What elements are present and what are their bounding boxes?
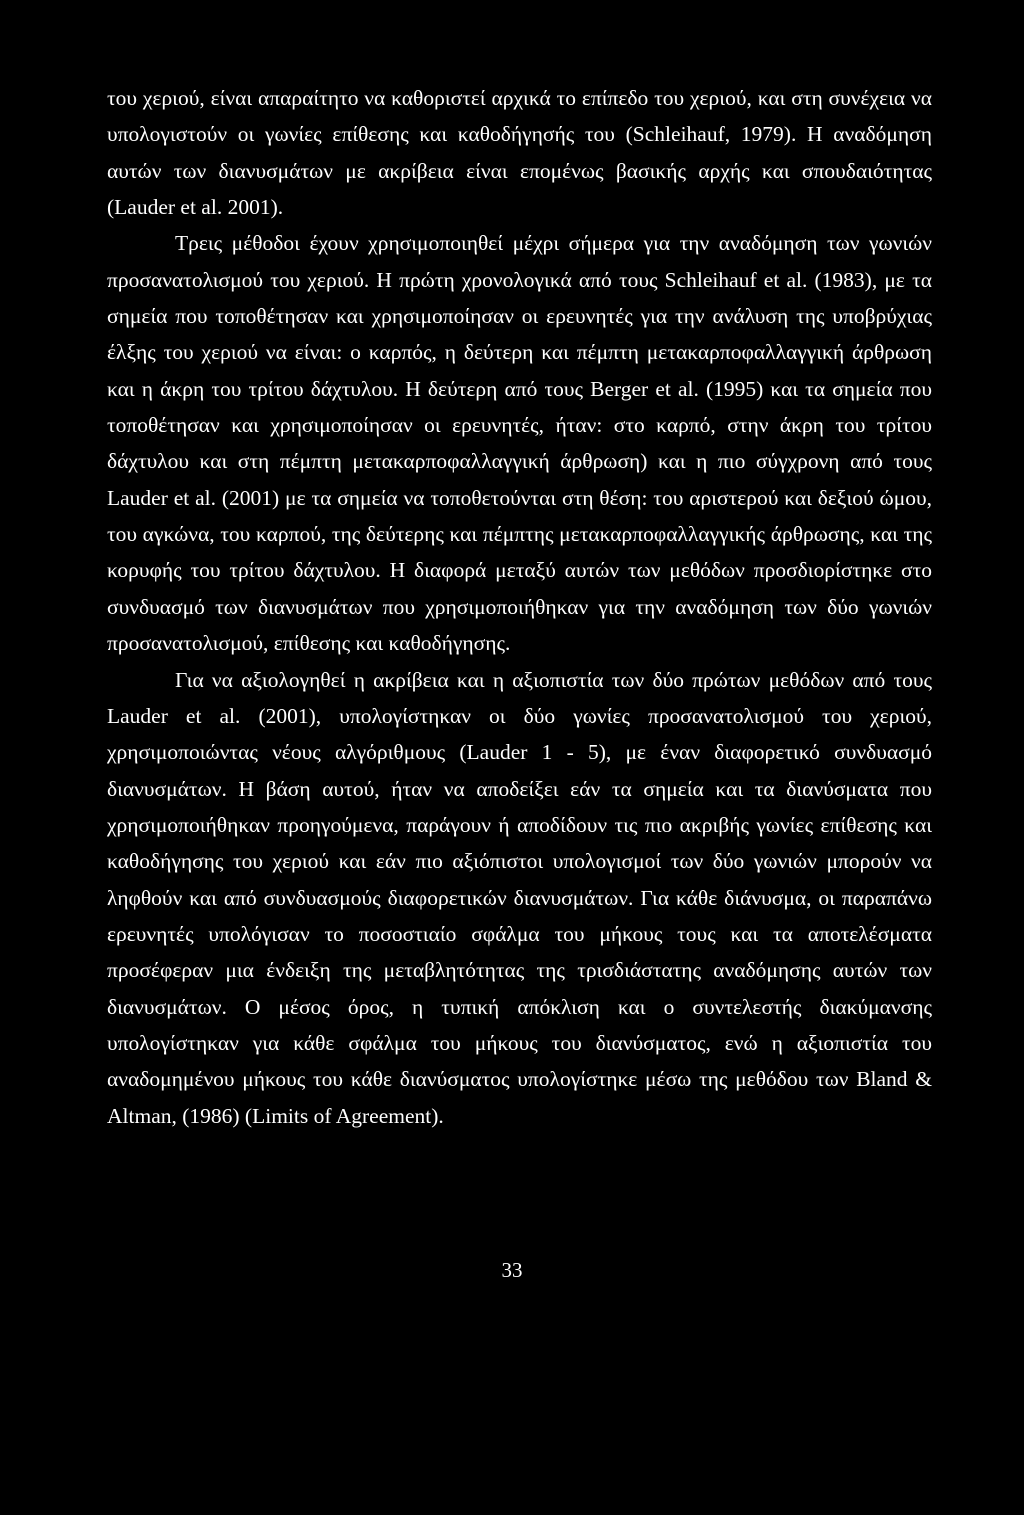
paragraph-methods: Τρεις μέθοδοι έχουν χρησιμοποιηθεί μέχρι σήμερα για την αναδόμηση των γωνιών προσανατολισμού του χεριού. Η πρώτη χρονολογικά από τους Schleihauf et al. (1983), με τα σημεία που τοποθέτησαν και χρησιμοποίησαν οι ερευνητές για την ανάλυση της υποβρύχιας έλξης του χεριού να είναι: ο καρπός, η δεύτερη και πέμπτη μετακαρποφαλλαγγική άρθρωση και η άκρη του τρίτου δάχτυλου. Η δεύτερη από τους Berger et al. (1995) και τα σημεία που τοποθέτησαν και χρησιμοποίησαν οι ερευνητές, ήταν: στο καρπό, στην άκρη του τρίτου δάχτυλου και στη πέμπτη μετακαρποφαλλαγγική άρθρωση) και η πιο σύγχρονη από τους Lauder et al. (2001) με τα σημεία να τοποθετούνται στη θέση: του αριστερού και δεξιού ώμου, του αγκώνα, του καρπού, της δεύτερης και πέμπτης μετακαρποφαλλαγγικής άρθρωσης, και της κορυφής του τρίτου δάχτυλου. Η διαφορά μεταξύ αυτών των μεθόδων προσδιορίστηκε στο συνδυασμό των διανυσμάτων που χρησιμοποιήθηκαν για την αναδόμηση των δύο γωνιών προσανατολισμού, επίθεσης και καθοδήγησης.: [107, 231, 932, 656]
body-text: [107, 80, 932, 1134]
paragraph-evaluation: Για να αξιολογηθεί η ακρίβεια και η αξιοπιστία των δύο πρώτων μεθόδων από τους Lauder et al. (2001), υπολογίστηκαν οι δύο γωνίες προσανατολισμού του χεριού, χρησιμοποιώντας νέους αλγόριθμους (Lauder 1 - 5), με έναν διαφορετικό συνδυασμό διανυσμάτων. Η βάση αυτού, ήταν να αποδείξει εάν τα σημεία και τα διανύσματα που χρησιμοποιήθηκαν προηγούμενα, παράγουν ή αποδίδουν τις πιο ακριβής γωνίες επίθεσης και καθοδήγησης του χεριού και εάν πιο αξιόπιστοι υπολογισμοί των δύο γωνιών μπορούν να ληφθούν και από συνδυασμούς διαφορετικών διανυσμάτων. Για κάθε διάνυσμα, οι παραπάνω ερευνητές υπολόγισαν το ποσοστιαίο σφάλμα του μήκους τους και τα αποτελέσματα προσέφεραν μια ένδειξη της μεταβλητότητας της τρισδιάστατης αναδόμησης αυτών των διανυσμάτων. Ο μέσος όρος, η τυπική απόκλιση και ο συντελεστής διακύμανσης υπολογίστηκαν για κάθε σφάλμα του μήκους του διανύσματος, ενώ η αξιοπιστία του αναδομημένου μήκους του κάθε διανύσματος υπολογίστηκε μέσω της μεθόδου των Bland & Altman, (1986) (Limits of Agreement).: [107, 667, 932, 1128]
page-number: 33: [501, 1258, 523, 1282]
paragraph-continuation: του χεριού, είναι απαραίτητο να καθοριστεί αρχικά το επίπεδο του χεριού, και στη συνέχεια να υπολογιστούν οι γωνίες επίθεσης και καθοδήγησής του (Schleihauf, 1979). Η αναδόμηση αυτών των διανυσμάτων με ακρίβεια είναι επομένως βασικής αρχής και σπουδαιότητας (Lauder et al. 2001).: [107, 86, 932, 220]
